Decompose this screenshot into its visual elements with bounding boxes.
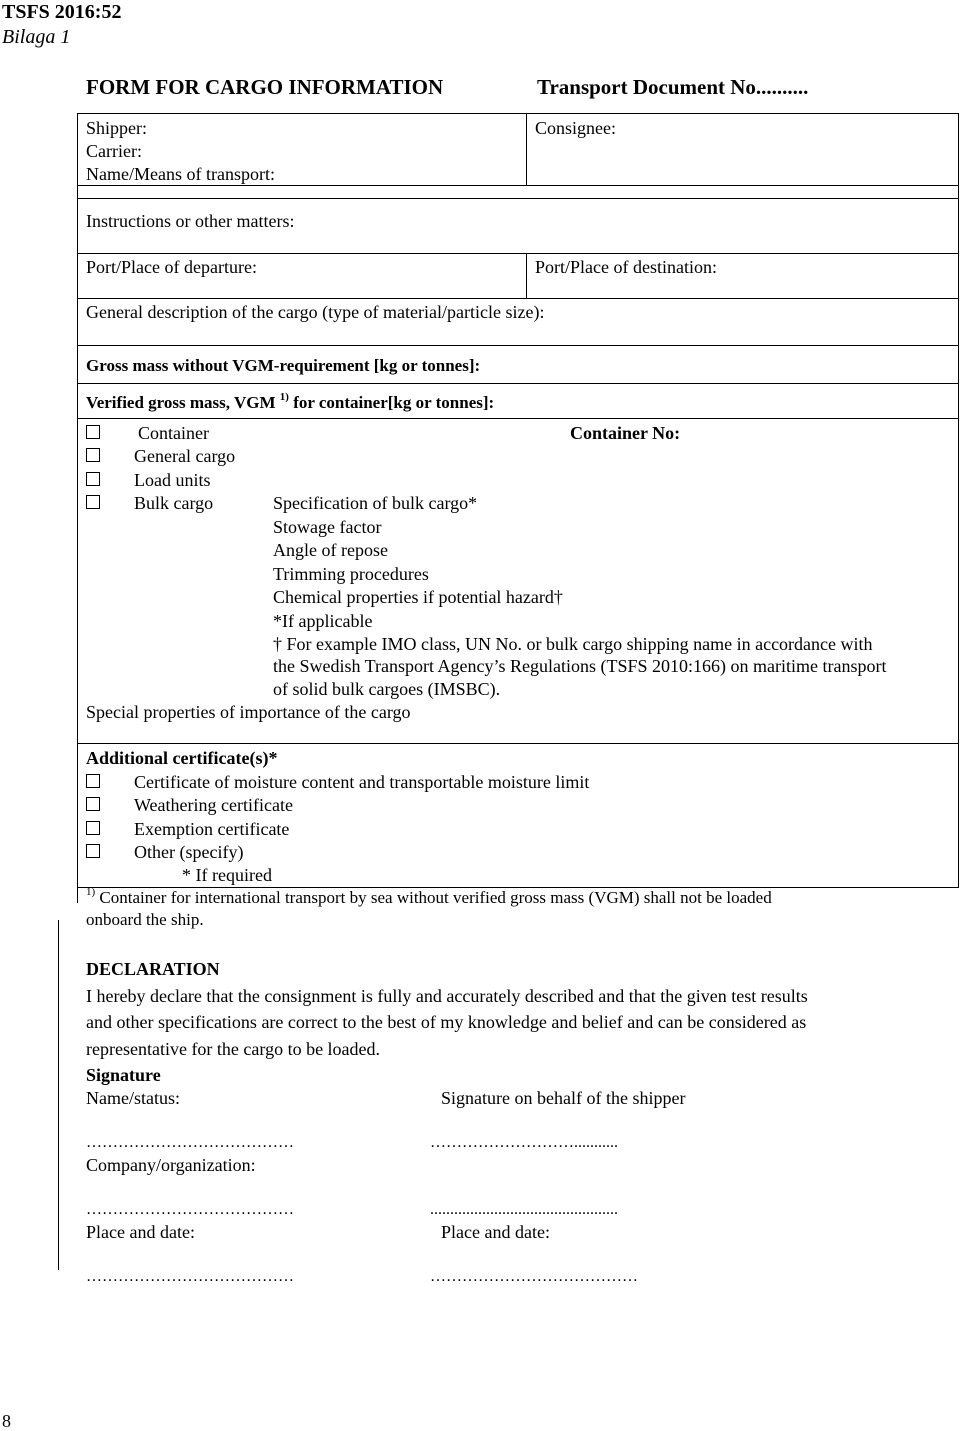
bulk-spec-item: Trimming procedures xyxy=(273,564,429,584)
weathering-certificate-checkbox[interactable] xyxy=(86,797,100,811)
other-certificate-label: Other (specify) xyxy=(134,842,244,862)
shipper-signature-label: Signature on behalf of the shipper xyxy=(441,1088,686,1108)
cargo-description-field[interactable]: General description of the cargo (type of material/particle size): xyxy=(86,302,545,322)
moisture-certificate-checkbox[interactable] xyxy=(86,774,100,788)
special-properties-field[interactable]: Special properties of importance of the cargo xyxy=(86,702,411,722)
bulk-spec-item: Angle of repose xyxy=(273,540,388,560)
bulk-spec-item: Stowage factor xyxy=(273,517,382,537)
place-date-line-right[interactable]: ………………………………… xyxy=(430,1268,638,1285)
moisture-certificate-label: Certificate of moisture content and transportable moisture limit xyxy=(134,772,590,792)
departure-field[interactable]: Port/Place of departure: xyxy=(86,257,257,277)
container-label: Container xyxy=(138,423,209,443)
company-line[interactable]: ………………………………… xyxy=(86,1201,294,1218)
page-number: 8 xyxy=(2,1411,11,1431)
vgm-field[interactable] xyxy=(86,391,495,412)
means-of-transport-field[interactable]: Name/Means of transport: xyxy=(86,164,275,184)
general-cargo-label: General cargo xyxy=(134,446,236,466)
footnote-text: Container for international transport by sea without verified gross mass (VGM) shall not be loaded xyxy=(99,888,772,907)
name-status-label: Name/status: xyxy=(86,1088,180,1108)
bulk-cargo-label: Bulk cargo xyxy=(134,493,214,513)
carrier-field[interactable]: Carrier: xyxy=(86,141,142,161)
bulk-cargo-checkbox[interactable] xyxy=(86,495,100,509)
footnote-marker: 1) xyxy=(86,886,96,898)
transport-document-no[interactable]: Transport Document No.......... xyxy=(537,75,809,99)
vgm-label: Verified gross mass, VGM xyxy=(86,393,276,412)
bulk-spec-note: the Swedish Transport Agency’s Regulations (TSFS 2010:166) on maritime transport xyxy=(273,656,887,676)
company-label: Company/organization: xyxy=(86,1155,256,1175)
general-cargo-checkbox[interactable] xyxy=(86,448,100,462)
bulk-spec-note: of solid bulk cargoes (IMSBC). xyxy=(273,679,501,699)
annex-label: Bilaga 1 xyxy=(2,26,71,48)
declaration-title: DECLARATION xyxy=(86,959,220,979)
weathering-certificate-label: Weathering certificate xyxy=(134,795,293,815)
declaration-text: I hereby declare that the consignment is fully and accurately described and that the given test results xyxy=(86,986,808,1006)
bulk-spec-item: Specification of bulk cargo* xyxy=(273,493,478,513)
exemption-certificate-checkbox[interactable] xyxy=(86,821,100,835)
signature-title: Signature xyxy=(86,1065,161,1085)
bulk-spec-item: *If applicable xyxy=(273,611,373,631)
vgm-footnote-cont: onboard the ship. xyxy=(86,910,204,929)
load-units-checkbox[interactable] xyxy=(86,472,100,486)
place-date-label-right: Place and date: xyxy=(441,1222,550,1242)
bulk-spec-item: Chemical properties if potential hazard† xyxy=(273,587,563,607)
container-no-field[interactable]: Container No: xyxy=(570,423,681,443)
form-title: FORM FOR CARGO INFORMATION xyxy=(86,75,444,99)
load-units-label: Load units xyxy=(134,470,211,490)
consignee-field[interactable]: Consignee: xyxy=(535,118,616,138)
vgm-footnote-ref: 1) xyxy=(279,391,289,403)
destination-field[interactable]: Port/Place of destination: xyxy=(535,257,717,277)
shipper-field[interactable]: Shipper: xyxy=(86,118,147,138)
declaration-text: representative for the cargo to be loaded. xyxy=(86,1039,381,1059)
other-certificate-checkbox[interactable] xyxy=(86,844,100,858)
instructions-field[interactable]: Instructions or other matters: xyxy=(86,211,295,231)
vgm-footnote xyxy=(86,886,772,907)
shipper-signature-line[interactable]: ………………………........... xyxy=(430,1134,618,1151)
additional-certificates-title: Additional certificate(s)* xyxy=(86,748,278,768)
exemption-certificate-label: Exemption certificate xyxy=(134,819,290,839)
if-required-note: * If required xyxy=(182,865,272,885)
gross-mass-field[interactable]: Gross mass without VGM-requirement [kg or tonnes]: xyxy=(86,356,481,375)
right-signature-line[interactable]: ............................................... xyxy=(430,1201,618,1218)
name-status-line[interactable]: ………………………………… xyxy=(86,1134,294,1151)
container-checkbox[interactable] xyxy=(86,425,100,439)
bulk-spec-note: † For example IMO class, UN No. or bulk cargo shipping name in accordance with xyxy=(273,634,873,654)
place-date-label-left: Place and date: xyxy=(86,1222,195,1242)
declaration-text: and other specifications are correct to the best of my knowledge and belief and can be considered as xyxy=(86,1012,807,1032)
vgm-label-suffix: for container[kg or tonnes]: xyxy=(293,393,495,412)
document-code: TSFS 2016:52 xyxy=(2,1,122,23)
place-date-line-left[interactable]: ………………………………… xyxy=(86,1268,294,1285)
